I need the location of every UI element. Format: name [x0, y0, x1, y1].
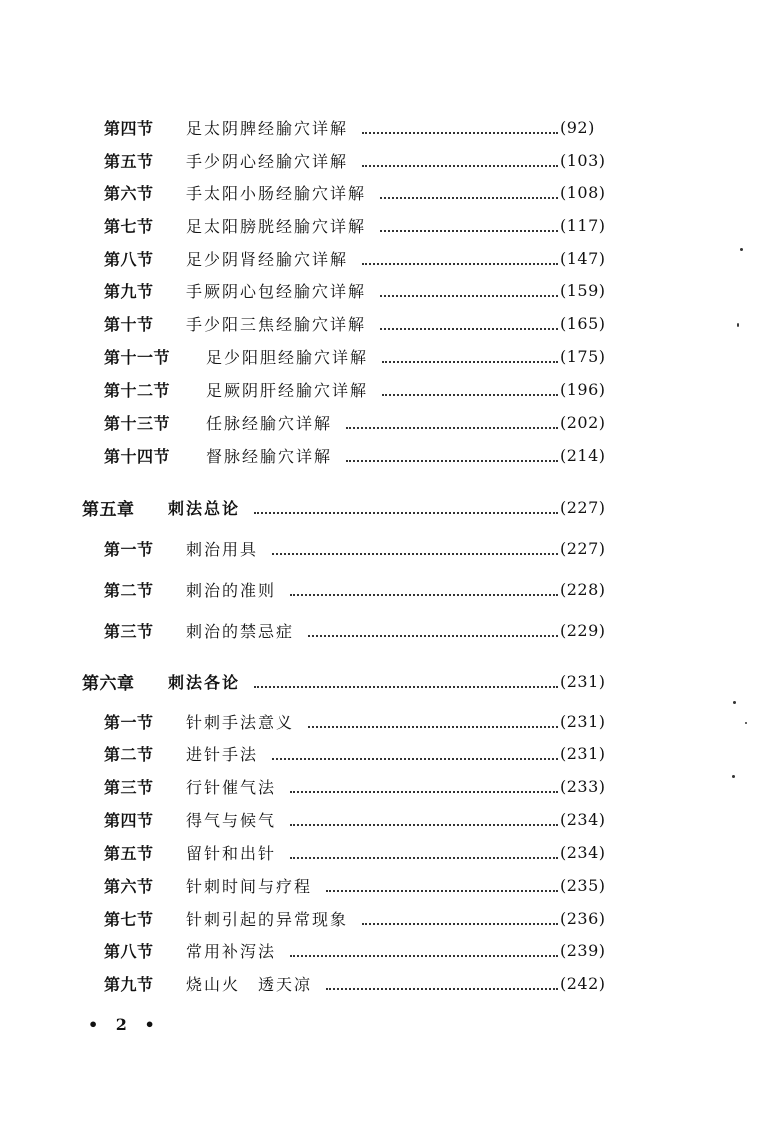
section-title: 针刺手法意义 — [186, 712, 295, 732]
dot-leader — [362, 921, 558, 925]
toc-section-entry[interactable] — [0, 871, 777, 899]
section-title: 行针催气法 — [186, 777, 277, 797]
scan-speck — [732, 775, 735, 778]
page-reference: (108) — [560, 182, 606, 202]
section-title: 足少阴肾经腧穴详解 — [186, 249, 349, 269]
page-reference: (233) — [560, 776, 606, 796]
dot-leader — [362, 261, 558, 265]
section-number: 第十二节 — [104, 380, 171, 400]
dot-leader — [254, 684, 558, 688]
dot-leader — [346, 458, 558, 462]
section-title: 任脉经腧穴详解 — [206, 413, 333, 433]
page-reference: (214) — [560, 445, 606, 465]
section-number: 第四节 — [104, 810, 154, 830]
page-reference: (228) — [560, 579, 606, 599]
toc-section-entry[interactable] — [0, 772, 777, 800]
dot-leader — [290, 822, 558, 826]
page-reference: (165) — [560, 313, 606, 333]
dot-leader — [272, 756, 558, 760]
toc-section-entry[interactable] — [0, 575, 777, 603]
toc-section-entry[interactable] — [0, 616, 777, 644]
toc-section-entry[interactable] — [0, 904, 777, 932]
section-title: 足太阴脾经腧穴详解 — [186, 118, 349, 138]
toc-section-entry[interactable] — [0, 178, 777, 206]
page-reference: (159) — [560, 280, 606, 300]
toc-chapter-entry[interactable] — [0, 493, 777, 521]
page-reference: (231) — [560, 671, 606, 691]
section-number: 第七节 — [104, 909, 154, 929]
page-reference: (235) — [560, 875, 606, 895]
chapter-number: 第六章 — [82, 673, 135, 694]
section-number: 第九节 — [104, 281, 154, 301]
section-number: 第三节 — [104, 777, 154, 797]
page-reference: (103) — [560, 150, 606, 170]
page-reference: (229) — [560, 620, 606, 640]
section-title: 督脉经腧穴详解 — [206, 446, 333, 466]
dot-leader — [290, 855, 558, 859]
toc-section-entry[interactable] — [0, 441, 777, 469]
section-number: 第二节 — [104, 744, 154, 764]
scan-speck — [733, 701, 736, 704]
section-number: 第十节 — [104, 314, 154, 334]
section-title: 常用补泻法 — [186, 941, 277, 961]
section-title: 手厥阴心包经腧穴详解 — [186, 281, 367, 301]
section-number: 第四节 — [104, 118, 154, 138]
toc-section-entry[interactable] — [0, 342, 777, 370]
page-reference: (92) — [560, 117, 595, 137]
section-number: 第八节 — [104, 941, 154, 961]
dot-leader — [362, 163, 558, 167]
section-title: 手少阴心经腧穴详解 — [186, 151, 349, 171]
section-number: 第五节 — [104, 151, 154, 171]
toc-section-entry[interactable] — [0, 146, 777, 174]
dot-leader — [326, 888, 558, 892]
chapter-title: 刺法各论 — [168, 672, 241, 692]
chapter-title: 刺法总论 — [168, 498, 241, 518]
dot-leader — [382, 359, 558, 363]
section-title: 刺治的准则 — [186, 580, 277, 600]
section-title: 足太阳膀胱经腧穴详解 — [186, 216, 367, 236]
chapter-number: 第五章 — [82, 499, 135, 520]
dot-leader — [326, 986, 558, 990]
section-number: 第六节 — [104, 876, 154, 896]
page-reference: (234) — [560, 842, 606, 862]
toc-chapter-entry[interactable] — [0, 667, 777, 695]
dot-leader — [380, 195, 558, 199]
page-reference: (242) — [560, 973, 606, 993]
scan-speck — [740, 248, 743, 251]
toc-section-entry[interactable] — [0, 408, 777, 436]
dot-leader — [380, 293, 558, 297]
toc-section-entry[interactable] — [0, 309, 777, 337]
dot-leader — [290, 953, 558, 957]
page-reference: (227) — [560, 497, 606, 517]
section-number: 第二节 — [104, 580, 154, 600]
page-reference: (231) — [560, 743, 606, 763]
toc-section-entry[interactable] — [0, 276, 777, 304]
page-reference: (147) — [560, 248, 606, 268]
section-number: 第六节 — [104, 183, 154, 203]
toc-section-entry[interactable] — [0, 211, 777, 239]
dot-leader — [382, 392, 558, 396]
section-title: 足厥阴肝经腧穴详解 — [206, 380, 369, 400]
section-number: 第十一节 — [104, 347, 171, 367]
page-number: • 2 • — [88, 1015, 161, 1034]
dot-leader — [290, 592, 558, 596]
page-reference: (117) — [560, 215, 606, 235]
section-title: 手少阳三焦经腧穴详解 — [186, 314, 367, 334]
toc-section-entry[interactable] — [0, 113, 777, 141]
toc-section-entry[interactable] — [0, 969, 777, 997]
dot-leader — [346, 425, 558, 429]
dot-leader — [362, 130, 558, 134]
section-number: 第三节 — [104, 621, 154, 641]
page-reference: (175) — [560, 346, 606, 366]
section-title: 烧山火 透天凉 — [186, 974, 313, 994]
page-reference: (239) — [560, 940, 606, 960]
scan-speck — [737, 323, 739, 327]
toc-section-entry[interactable] — [0, 805, 777, 833]
toc-section-entry[interactable] — [0, 534, 777, 562]
section-title: 针刺时间与疗程 — [186, 876, 313, 896]
section-title: 针刺引起的异常现象 — [186, 909, 349, 929]
page-reference: (196) — [560, 379, 606, 399]
dot-leader — [308, 633, 558, 637]
dot-leader — [290, 789, 558, 793]
toc-section-entry[interactable] — [0, 707, 777, 735]
toc-section-entry[interactable] — [0, 936, 777, 964]
section-title: 得气与候气 — [186, 810, 277, 830]
section-number: 第九节 — [104, 974, 154, 994]
scan-speck — [745, 722, 747, 724]
dot-leader — [308, 724, 558, 728]
section-number: 第八节 — [104, 249, 154, 269]
section-title: 留针和出针 — [186, 843, 277, 863]
toc-section-entry[interactable] — [0, 739, 777, 767]
page-reference: (231) — [560, 711, 606, 731]
dot-leader — [254, 510, 558, 514]
dot-leader — [272, 551, 558, 555]
section-number: 第十四节 — [104, 446, 171, 466]
section-title: 刺治用具 — [186, 539, 259, 559]
page-reference: (202) — [560, 412, 606, 432]
section-number: 第一节 — [104, 539, 154, 559]
page-reference: (234) — [560, 809, 606, 829]
section-title: 手太阳小肠经腧穴详解 — [186, 183, 367, 203]
dot-leader — [380, 228, 558, 232]
section-number: 第七节 — [104, 216, 154, 236]
page-reference: (227) — [560, 538, 606, 558]
dot-leader — [380, 326, 558, 330]
section-number: 第一节 — [104, 712, 154, 732]
section-title: 进针手法 — [186, 744, 259, 764]
toc-section-entry[interactable] — [0, 375, 777, 403]
toc-section-entry[interactable] — [0, 838, 777, 866]
page-reference: (236) — [560, 908, 606, 928]
toc-section-entry[interactable] — [0, 244, 777, 272]
section-number: 第五节 — [104, 843, 154, 863]
section-number: 第十三节 — [104, 413, 171, 433]
section-title: 足少阳胆经腧穴详解 — [206, 347, 369, 367]
section-title: 刺治的禁忌症 — [186, 621, 295, 641]
